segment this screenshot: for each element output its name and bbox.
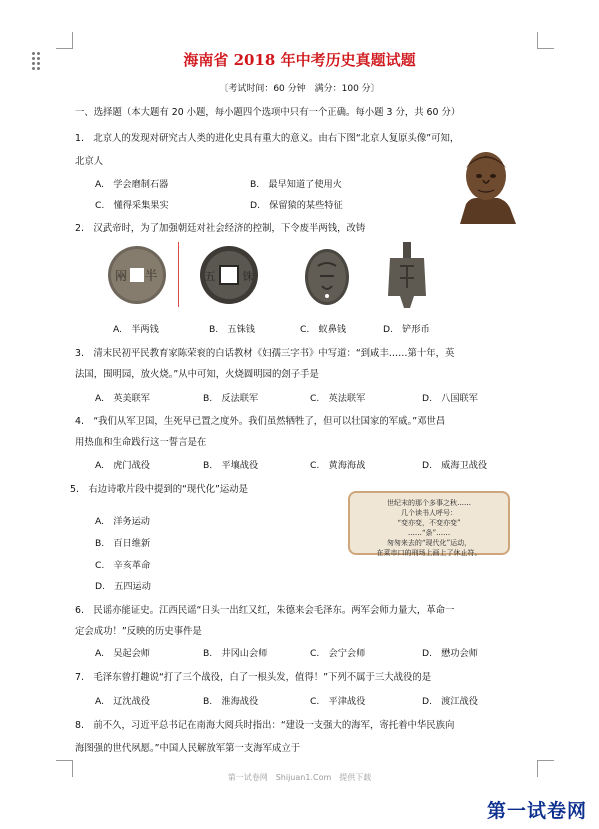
svg-text:半: 半 (144, 269, 158, 284)
figure-divider (178, 242, 179, 307)
q5-option-d[interactable]: D. 五四运动 (95, 581, 151, 592)
q3-option-c[interactable]: C. 英法联军 (310, 393, 366, 404)
q6-option-d[interactable]: D. 懋功会师 (422, 648, 478, 659)
q7-option-b[interactable]: B. 淮海战役 (203, 696, 259, 707)
q6-stem-line1: 6. 民谣亦能证史。江西民谣“日头一出红又红，朱德来会毛泽东。两军会师力量大，革命一 (75, 605, 455, 616)
svg-text:铢: 铢 (242, 270, 254, 283)
q1-stem-line2: 北京人 (75, 156, 104, 167)
q1-option-c[interactable]: C. 懂得采集果实 (95, 200, 169, 211)
q4-option-b[interactable]: B. 平壤战役 (203, 460, 259, 471)
q4-option-a[interactable]: A. 虎门战役 (95, 460, 150, 471)
ban-liang-coin-icon (104, 244, 170, 310)
exam-title: 海南省 2018 年中考历史真题试题 (183, 51, 416, 69)
q5-stem: 5. 右边诗歌片段中提到的“现代化”运动是 (70, 484, 249, 495)
q3-option-d[interactable]: D. 八国联军 (422, 393, 478, 404)
poem-line: “变亦变，不变亦变” (397, 519, 461, 527)
q5-option-b[interactable]: B. 百日维新 (95, 538, 151, 549)
crop-mark-top-right (537, 32, 554, 49)
q7-option-d[interactable]: D. 渡江战役 (422, 696, 478, 707)
q4-stem-line1: 4. “我们从军卫国，生死早已置之度外。我们虽然牺牲了，但可以壮国家的军威。”邓世昌 (75, 416, 446, 427)
poem-line: 匆匆来去的“现代化”运动， (386, 539, 472, 547)
q1-option-d[interactable]: D. 保留猿的某些特征 (250, 200, 343, 211)
q3-stem-line2: 法国，围明园，放火烧。”从中可知，火烧圆明园的刽子手是 (75, 369, 319, 380)
q8-stem-line2: 海图强的世代夙愿。”中国人民解放军第一支海军成立于 (75, 743, 301, 754)
q3-option-a[interactable]: A. 英美联军 (95, 393, 150, 404)
poem-line: 几个读书人呼号： (401, 509, 457, 517)
q6-option-c[interactable]: C. 会宁会师 (310, 648, 366, 659)
yi-bi-coin-icon (300, 246, 354, 312)
spade-money-icon (382, 242, 432, 314)
q7-option-a[interactable]: A. 辽沈战役 (95, 696, 150, 707)
q6-option-a[interactable]: A. 吴起会师 (95, 648, 150, 659)
q2-option-d[interactable]: D. 铲形币 (383, 324, 430, 335)
q4-option-d[interactable]: D. 威海卫战役 (422, 460, 488, 471)
q2-option-b[interactable]: B. 五铢钱 (209, 324, 255, 335)
q8-stem-line1: 8. 前不久，习近平总书记在南海大阅兵时指出：“建设一支强大的海军，寄托着中华民族向 (75, 720, 455, 731)
q3-stem-line1: 3. 清末民初平民教育家陈荣衮的白话教材《妇孺三字书》中写道：“到咸丰……第十年，英 (75, 348, 455, 359)
q7-stem: 7. 毛泽东曾打趣说“打了三个战役，白了一根头发，值得！”下列不属于三大战役的是 (75, 672, 432, 683)
q6-stem-line2: 定会成功！”反映的历史事件是 (75, 626, 202, 637)
q3-option-b[interactable]: B. 反法联军 (203, 393, 259, 404)
q6-option-b[interactable]: B. 井冈山会师 (203, 648, 268, 659)
svg-text:㒳: 㒳 (114, 269, 128, 283)
q1-option-a[interactable]: A. 学会磨制石器 (95, 179, 169, 190)
poem-line: 世纪末的那个多事之秋…… (387, 499, 471, 507)
exam-meta: 〔考试时间：60 分钟 满分：100 分〕 (219, 84, 380, 94)
q2-option-a[interactable]: A. 半两钱 (113, 324, 159, 335)
q1-stem-line1: 1. 北京人的发现对研究古人类的进化史具有重大的意义。由右下图“北京人复原头像”可知， (75, 133, 460, 144)
poem-line: 在菜市口的刑场上画上了休止符。 (376, 549, 482, 557)
q4-option-c[interactable]: C. 黄海海战 (310, 460, 366, 471)
page-footer: 第一试卷网 Shijuan1.Com 提供下载 (227, 773, 372, 782)
poem-line: ……“条”…… (407, 529, 451, 537)
q4-stem-line2: 用热血和生命践行这一誓言是在 (75, 437, 207, 448)
wu-zhu-coin-icon (197, 244, 261, 310)
section-heading: 一、选择题（本大题有 20 小题，每小题四个选项中只有一个正确。每小题 3 分，共 60 分） (75, 107, 461, 118)
site-watermark: 第一试卷网 (486, 800, 587, 822)
q5-option-c[interactable]: C. 辛亥革命 (95, 560, 151, 571)
q1-option-b[interactable]: B. 最早知道了使用火 (250, 179, 342, 190)
crop-mark-top-left (56, 32, 73, 49)
svg-text:五: 五 (204, 270, 216, 283)
q2-option-c[interactable]: C. 蚁鼻钱 (300, 324, 347, 335)
peking-man-head-image (452, 146, 520, 226)
q5-option-a[interactable]: A. 洋务运动 (95, 516, 150, 527)
poem-excerpt-box (348, 491, 510, 555)
q7-option-c[interactable]: C. 平津战役 (310, 696, 366, 707)
q2-stem: 2. 汉武帝时，为了加强朝廷对社会经济的控制，下令废半两钱，改铸 (75, 223, 366, 234)
